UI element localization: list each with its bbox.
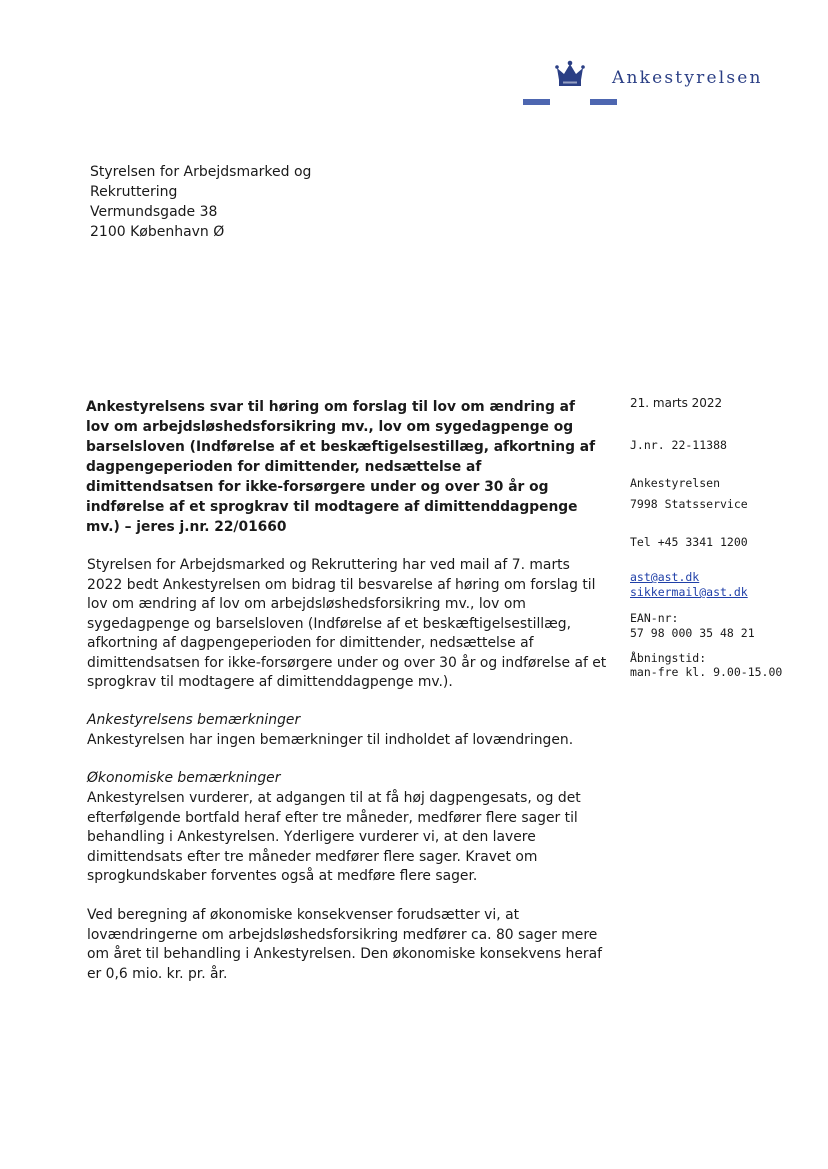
phone-number: Tel +45 3341 1200: [630, 535, 748, 549]
email-link[interactable]: ast@ast.dk: [630, 570, 700, 584]
section-title-economic: Økonomiske bemærkninger: [87, 770, 281, 786]
opening-hours-label: Åbningstid:: [630, 651, 707, 665]
section-title-remarks: Ankestyrelsens bemærkninger: [87, 712, 301, 728]
economic-consequence-paragraph: Ved beregning af økonomiske konsekvenser forudsætter vi, at lovændringerne om arbejdsløshedsforsikring medfører ca. 80 sager mere om året til behandling i Ankestyrelsen. Den økonomiske konsekvens heraf er 0,6 mio. kr. pr. år.: [87, 907, 603, 982]
crown-icon: [554, 60, 586, 90]
section-body-economic: Ankestyrelsen vurderer, at adgangen til at få høj dagpengesats, og det efterfølgende bortfald heraf efter tre måneder, medfører flere sager til behandling i Ankestyrelsen. Yderligere vurderer vi, at den lavere dimittendsats efter tre måneder medfører flere sager. Kravet om sprogkundskaber forventes også at medføre flere sager.: [87, 790, 581, 884]
ean-value: 57 98 000 35 48 21: [630, 626, 755, 640]
recipient-line: Styrelsen for Arbejdsmarked og: [90, 164, 312, 180]
section-body-remarks: Ankestyrelsen har ingen bemærkninger til indholdet af lovændringen.: [87, 732, 574, 748]
recipient-line: Vermundsgade 38: [90, 204, 218, 220]
letter-heading: Ankestyrelsens svar til høring om forslag til lov om ændring af lov om arbejdsløshedsforsikring mv., lov om sygedagpenge og barselsloven (Indførelse af et beskæftigelsestillæg, afkortning af dagpengeperioden for dimittender, nedsættelse af dimittendsatsen for ikke-forsørgere under og over 30 år og indførelse af et sprogkrav til modtagere af dimittenddagpenge mv.) – jeres j.nr. 22/01660: [86, 399, 596, 535]
intro-paragraph: Styrelsen for Arbejdsmarked og Rekruttering har ved mail af 7. marts 2022 bedt Ankestyrelsen om bidrag til besvarelse af høring om forslag til lov om ændring af lov om arbejdsløshedsforsikring mv., lov om sygedagpenge og barselsloven (Indførelse af et beskæftigelsestillæg, afkortning af dagpengeperioden for dimittender, nedsættelse af dimittendsatsen for ikke-forsørgere under og over 30 år og indførelse af et sprogkrav til modtagere af dimittenddagpenge mv.).: [87, 557, 607, 690]
opening-hours-value: man-fre kl. 9.00-15.00: [630, 665, 783, 679]
recipient-line: 2100 København Ø: [90, 224, 225, 240]
logo-wordmark: Ankestyrelsen: [612, 68, 763, 88]
recipient-address: [90, 162, 311, 242]
ean-label: EAN-nr:: [630, 611, 679, 625]
journal-number: J.nr. 22-11388: [630, 438, 727, 452]
logo-bar-right: [590, 99, 617, 105]
letter-date: 21. marts 2022: [630, 396, 723, 410]
logo-bar-left: [523, 99, 550, 105]
recipient-line: Rekruttering: [90, 184, 178, 200]
sender-name: Ankestyrelsen: [630, 476, 721, 490]
secure-email-link[interactable]: sikkermail@ast.dk: [630, 585, 748, 599]
sender-address: 7998 Statsservice: [630, 497, 748, 511]
